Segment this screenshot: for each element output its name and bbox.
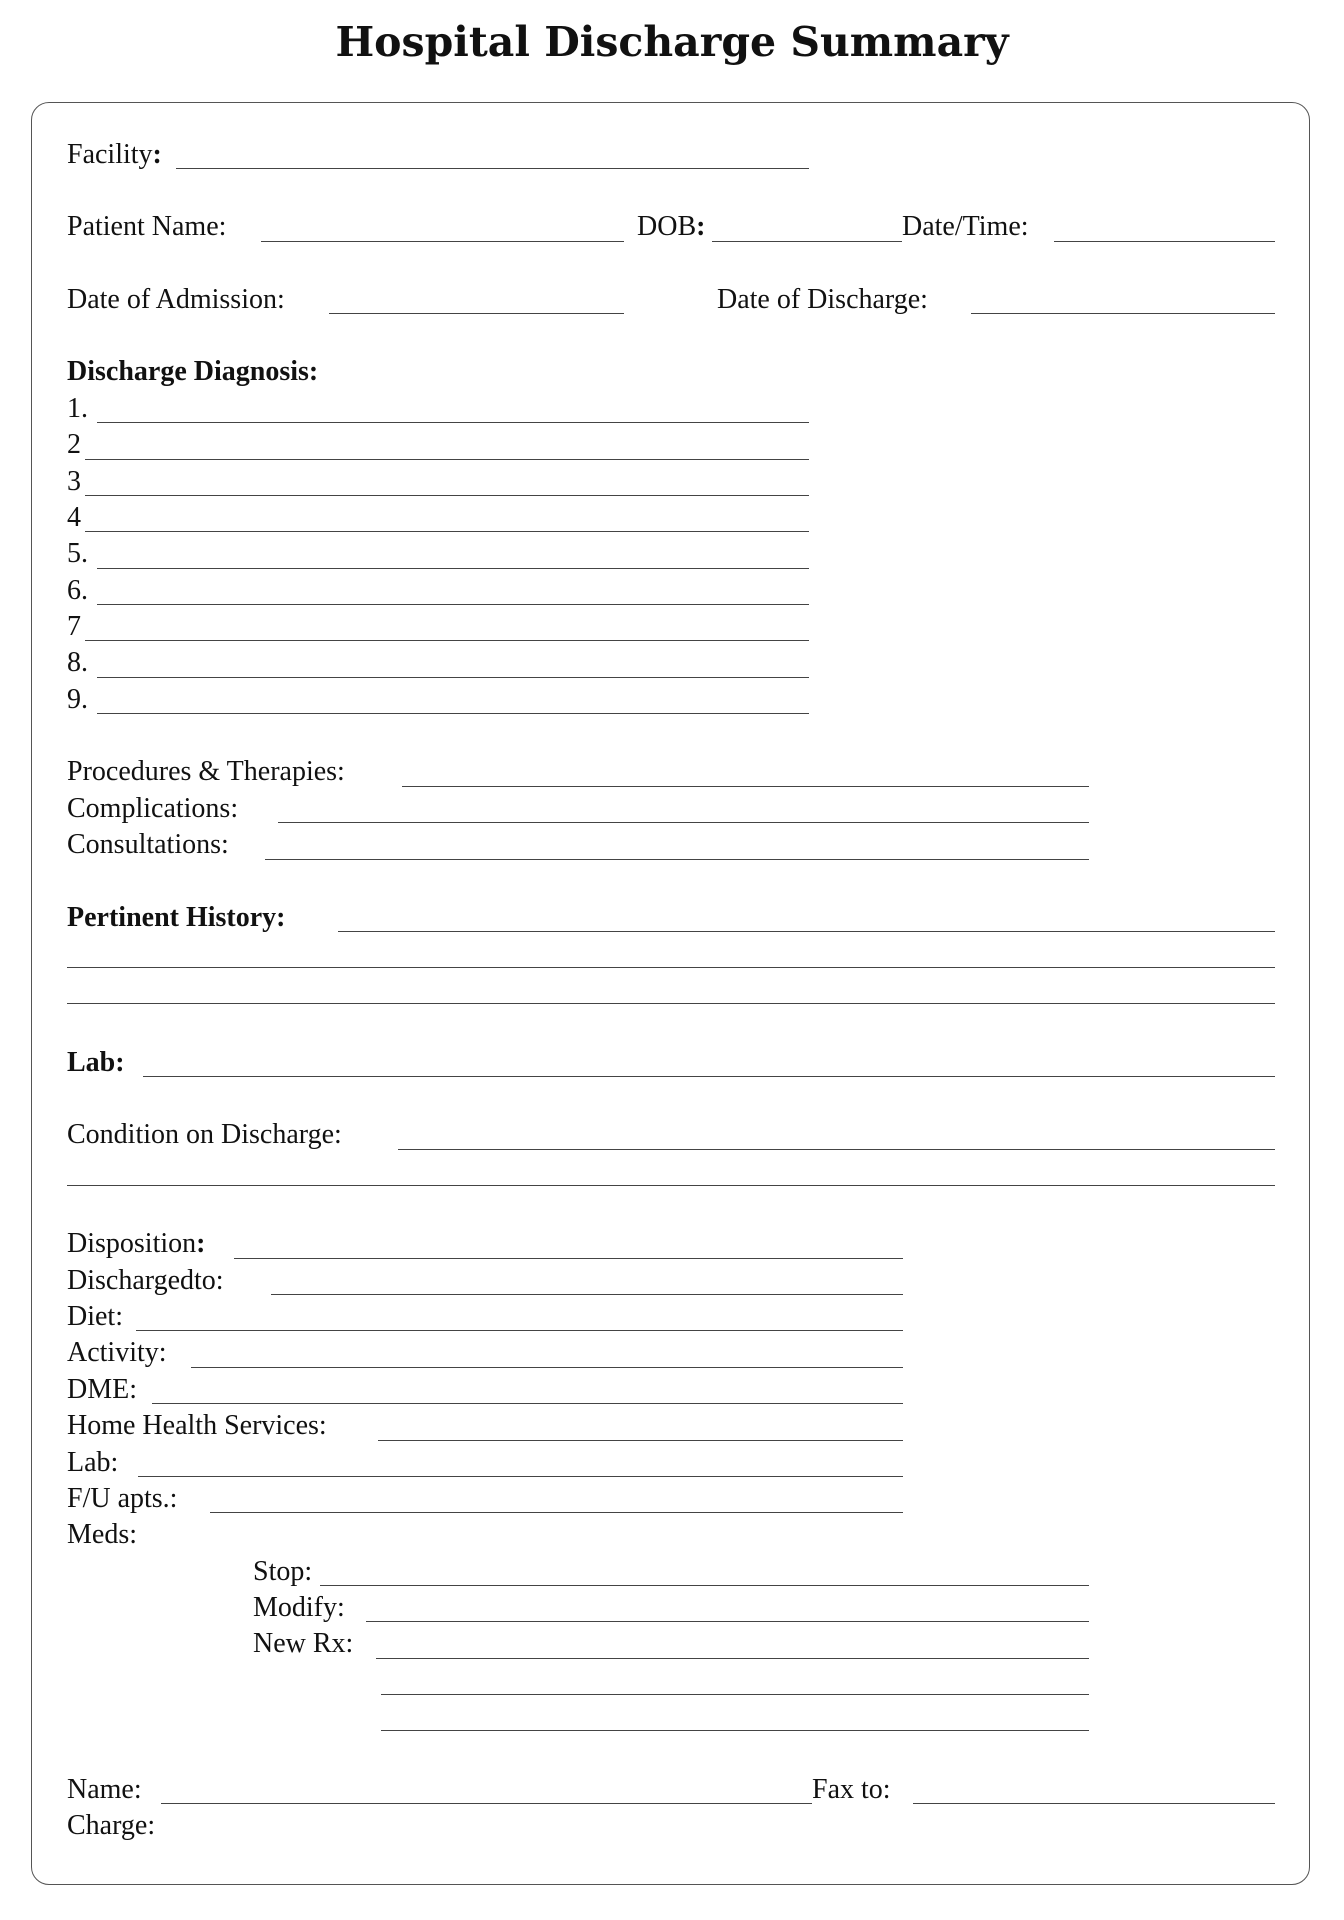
facility-label: Facility: (67, 139, 162, 170)
diagnosis-line[interactable] (85, 459, 809, 460)
diagnosis-number: 8. (67, 647, 88, 678)
name-field[interactable] (161, 1803, 812, 1804)
history-line[interactable] (67, 967, 1275, 968)
new-rx-label: New Rx: (253, 1628, 354, 1659)
complications-label: Complications: (67, 793, 239, 824)
diet-label: Diet: (67, 1301, 123, 1332)
diagnosis-number: 4 (67, 502, 81, 533)
diagnosis-number: 1. (67, 393, 88, 424)
dme-label: DME: (67, 1374, 137, 1405)
stop-field[interactable] (320, 1585, 1089, 1586)
admission-date-field[interactable] (329, 313, 624, 314)
diagnosis-line[interactable] (85, 531, 809, 532)
dob-label: DOB: (637, 211, 706, 242)
discharge-date-field[interactable] (971, 313, 1275, 314)
disposition-field[interactable] (234, 1258, 903, 1259)
condition-field[interactable] (398, 1149, 1275, 1150)
diagnosis-number: 6. (67, 575, 88, 606)
diagnosis-line[interactable] (97, 604, 809, 605)
procedures-label: Procedures & Therapies: (67, 756, 345, 787)
condition-line[interactable] (67, 1185, 1275, 1186)
disposition-lab-field[interactable] (138, 1476, 903, 1477)
discharged-to-label: Dischargedto: (67, 1265, 224, 1296)
charge-label: Charge: (67, 1810, 156, 1841)
modify-field[interactable] (366, 1621, 1089, 1622)
consultations-label: Consultations: (67, 829, 229, 860)
disposition-label: Disposition: (67, 1228, 206, 1259)
diagnosis-line[interactable] (97, 422, 809, 423)
condition-label: Condition on Discharge: (67, 1119, 342, 1150)
fax-field[interactable] (913, 1803, 1275, 1804)
diagnosis-number: 3 (67, 466, 81, 497)
patient-name-label: Patient Name: (67, 211, 227, 242)
patient-name-field[interactable] (261, 241, 624, 242)
diagnosis-line[interactable] (97, 677, 809, 678)
lab-field[interactable] (143, 1076, 1275, 1077)
page-title: Hospital Discharge Summary (335, 18, 1009, 66)
diagnosis-number: 7 (67, 611, 81, 642)
home-health-label: Home Health Services: (67, 1410, 327, 1441)
diagnosis-line[interactable] (97, 713, 809, 714)
new-rx-field[interactable] (376, 1658, 1089, 1659)
disposition-lab-label: Lab: (67, 1447, 119, 1478)
diagnosis-number: 5. (67, 538, 88, 569)
fu-apts-label: F/U apts.: (67, 1483, 178, 1514)
lab-label: Lab: (67, 1047, 125, 1078)
dme-field[interactable] (152, 1403, 903, 1404)
activity-field[interactable] (191, 1367, 903, 1368)
complications-field[interactable] (278, 822, 1089, 823)
diet-field[interactable] (136, 1330, 903, 1331)
diagnosis-number: 2 (67, 429, 81, 460)
dob-field[interactable] (712, 241, 902, 242)
modify-label: Modify: (253, 1592, 345, 1623)
datetime-field[interactable] (1054, 241, 1275, 242)
admission-label: Date of Admission: (67, 284, 285, 315)
diagnosis-line[interactable] (85, 640, 809, 641)
home-health-field[interactable] (378, 1440, 903, 1441)
diagnosis-heading: Discharge Diagnosis: (67, 356, 319, 387)
fax-label: Fax to: (812, 1774, 891, 1805)
stop-label: Stop: (253, 1556, 313, 1587)
history-line[interactable] (67, 1003, 1275, 1004)
procedures-field[interactable] (402, 786, 1089, 787)
activity-label: Activity: (67, 1337, 167, 1368)
meds-label: Meds: (67, 1519, 137, 1550)
discharged-to-field[interactable] (271, 1294, 903, 1295)
history-label: Pertinent History: (67, 902, 286, 933)
diagnosis-line[interactable] (85, 495, 809, 496)
consultations-field[interactable] (265, 859, 1089, 860)
diagnosis-number: 9. (67, 684, 88, 715)
diagnosis-line[interactable] (97, 568, 809, 569)
name-label: Name: (67, 1774, 142, 1805)
new-rx-line[interactable] (381, 1730, 1089, 1731)
datetime-label: Date/Time: (902, 211, 1029, 242)
new-rx-line[interactable] (381, 1694, 1089, 1695)
fu-apts-field[interactable] (210, 1512, 903, 1513)
history-field[interactable] (338, 931, 1275, 932)
facility-field[interactable] (176, 168, 809, 169)
discharge-date-label: Date of Discharge: (717, 284, 928, 315)
